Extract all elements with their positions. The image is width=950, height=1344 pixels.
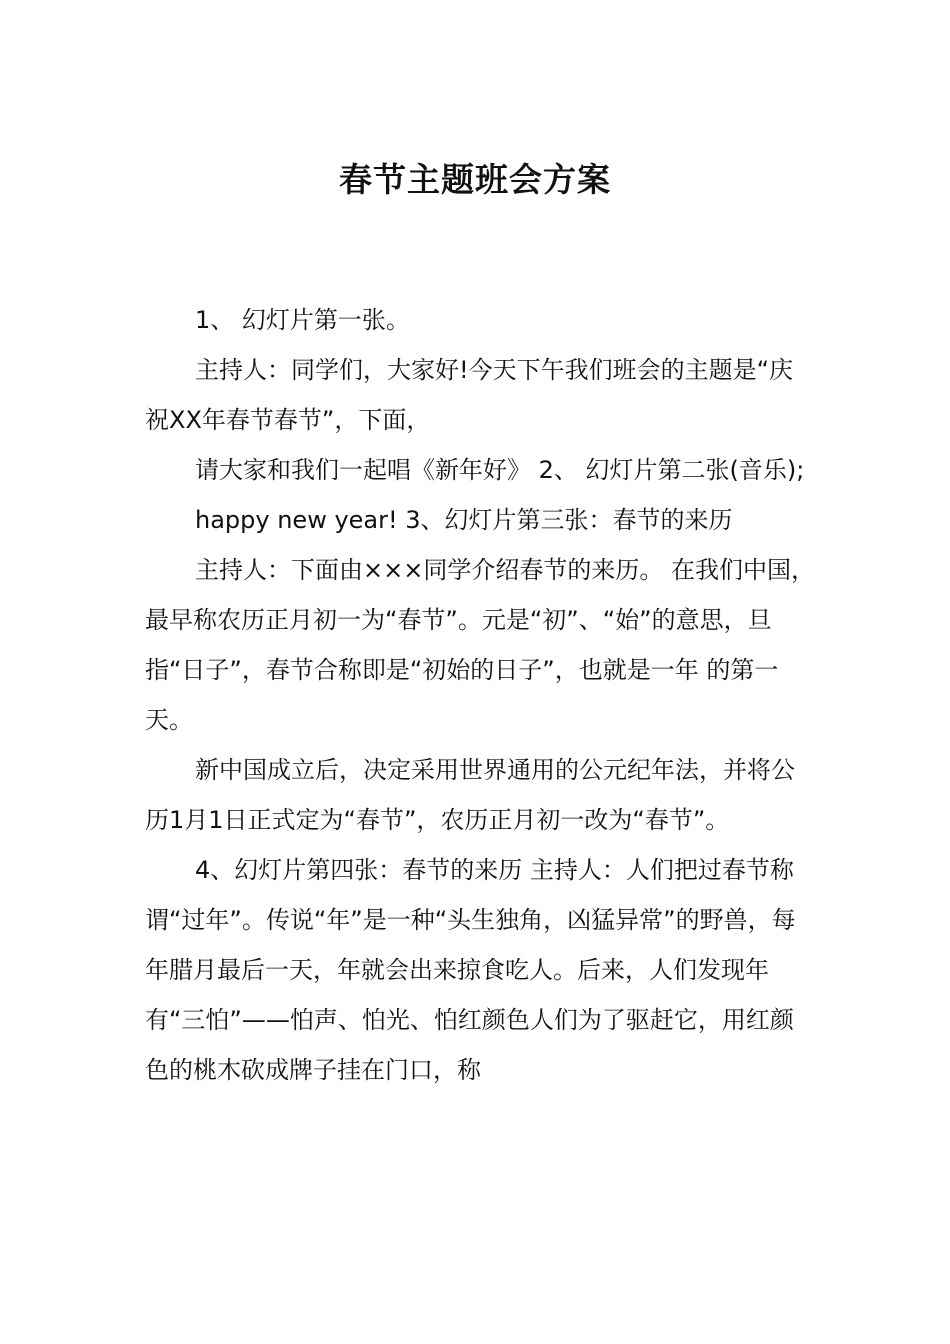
paragraph-origin: 主持人：下面由×××同学介绍春节的来历。 在我们中国，最早称农历正月初一为“春节”。元是“初”、“始”的意思，旦指“日子”，春节合称即是“初始的日子”，也就是一年 的第一天。	[145, 556, 815, 734]
paragraph-sing-song: 请大家和我们一起唱《新年好》 2、 幻灯片第二张(音乐);	[195, 456, 805, 484]
paragraph-calendar: 新中国成立后，决定采用世界通用的公元纪年法，并将公历1月1日正式定为“春节”，农历正月初一改为“春节”。	[145, 756, 795, 834]
paragraph-slide-3: happy new year! 3、幻灯片第三张：春节的来历	[195, 506, 733, 534]
document-title: 春节主题班会方案	[339, 160, 611, 199]
document-body	[145, 295, 815, 1095]
paragraph-slide-1: 1、 幻灯片第一张。	[195, 306, 410, 334]
paragraph-slide-4: 4、幻灯片第四张：春节的来历 主持人：人们把过春节称谓“过年”。传说“年”是一种“头生独角，凶猛异常”的野兽，每年腊月最后一天，年就会出来掠食吃人。后来，人们发现年有“三怕”——怕声、怕光、怕红颜色人们为了驱赶它，用红颜色的桃木砍成牌子挂在门口，称	[145, 856, 796, 1084]
paragraph-host-greeting: 主持人：同学们，大家好!今天下午我们班会的主题是“庆祝XX年春节春节”，下面，	[145, 356, 794, 434]
